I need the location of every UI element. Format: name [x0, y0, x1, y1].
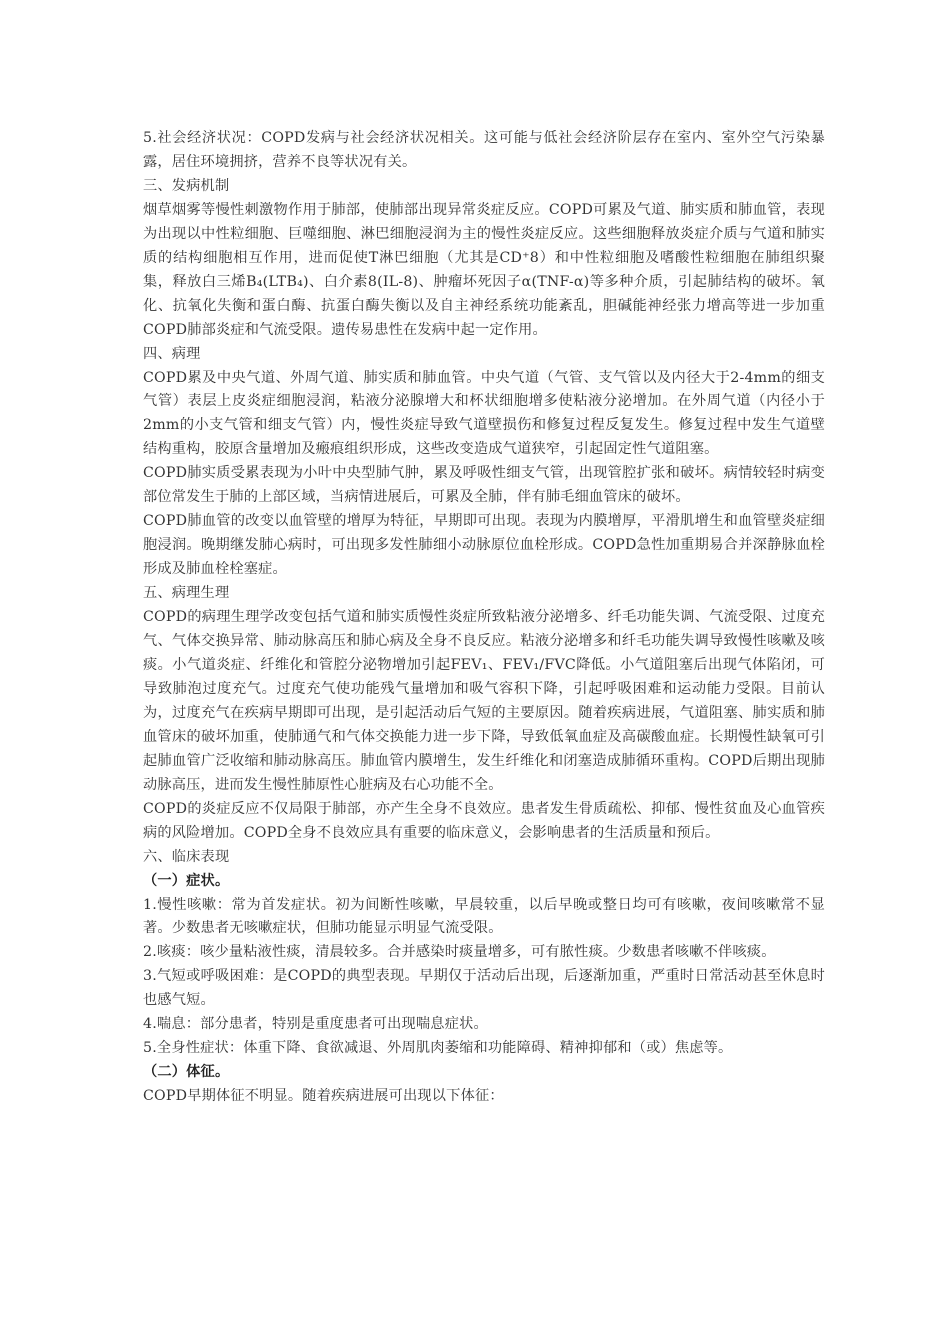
paragraph-pathophysiology: COPD的病理生理学改变包括气道和肺实质慢性炎症所致粘液分泌增多、纤毛功能失调、气流受限、过度充气、气体交换异常、肺动脉高压和肺心病及全身不良反应。粘液分泌增多和纤毛功能失调导致慢性咳嗽及咳痰。小气道炎症、纤维化和管腔分泌物增加引起FEV₁、FEV₁/FVC降低。小气道阻塞后出现气体陷闭，可导致肺泡过度充气。过度充气使功能残气量增加和吸气容积下降，引起呼吸困难和运动能力受限。目前认为，过度充气在疾病早期即可出现，是引起活动后气短的主要原因。随着疾病进展，气道阻塞、肺实质和肺血管床的破坏加重，使肺通气和气体交换能力进一步下降，导致低氧血症及高碳酸血症。长期慢性缺氧可引起肺血管广泛收缩和肺动脉高压。肺血管内膜增生，发生纤维化和闭塞造成肺循环重构。COPD后期出现肺动脉高压，进而发生慢性肺原性心脏病及右心功能不全。: [143, 609, 825, 793]
list-item-systemic-symptoms: 5.全身性症状：体重下降、食欲减退、外周肌肉萎缩和功能障碍、精神抑郁和（或）焦虑等。: [143, 1040, 733, 1057]
section-heading-pathology: 四、病理: [143, 345, 201, 362]
paragraph-pathology-airways: COPD累及中央气道、外周气道、肺实质和肺血管。中央气道（气管、支气管以及内径大于2-4mm的细支气管）表层上皮炎症细胞浸润，粘液分泌腺增大和杯状细胞增多使粘液分泌增加。在外周气道（内径小于2mm的小支气管和细支气管）内，慢性炎症导致气道壁损伤和修复过程反复发生。修复过程中发生气道壁结构重构，胶原含量增加及瘢痕组织形成，这些改变造成气道狭窄，引起固定性气道阻塞。: [143, 369, 825, 458]
document-body: [143, 127, 825, 1109]
subheading-symptoms: （一）症状。: [143, 872, 230, 889]
list-item-wheezing: 4.喘息：部分患者，特别是重度患者可出现喘息症状。: [143, 1016, 488, 1033]
list-item-cough: 1.慢性咳嗽：常为首发症状。初为间断性咳嗽，早晨较重，以后早晚或整日均可有咳嗽，夜间咳嗽常不显著。少数患者无咳嗽症状，但肺功能显示明显气流受限。: [143, 896, 825, 937]
section-heading-pathophysiology: 五、病理生理: [143, 585, 230, 602]
paragraph-socioeconomic: 5.社会经济状况：COPD发病与社会经济状况相关。这可能与低社会经济阶层存在室内、室外空气污染暴露，居住环境拥挤，营养不良等状况有关。: [143, 130, 825, 170]
section-heading-pathogenesis: 三、发病机制: [143, 177, 230, 194]
list-item-dyspnea: 3.气短或呼吸困难：是COPD的典型表现。早期仅于活动后出现，后逐渐加重，严重时日常活动甚至休息时也感气短。: [143, 968, 825, 1009]
subheading-signs: （二）体征。: [143, 1064, 230, 1081]
paragraph-systemic-effects: COPD的炎症反应不仅局限于肺部，亦产生全身不良效应。患者发生骨质疏松、抑郁、慢性贫血及心血管疾病的风险增加。COPD全身不良效应具有重要的临床意义，会影响患者的生活质量和预后。: [143, 800, 825, 841]
paragraph-pathogenesis: 烟草烟雾等慢性刺激物作用于肺部，使肺部出现异常炎症反应。COPD可累及气道、肺实质和肺血管，表现为出现以中性粒细胞、巨噬细胞、淋巴细胞浸润为主的慢性炎症反应。这些细胞释放炎症介质与气道和肺实质的结构细胞相互作用，进而促使T淋巴细胞（尤其是CD⁺8）和中性粒细胞及嗜酸性粒细胞在肺组织聚集，释放白三烯B₄(LTB₄)、白介素8(IL-8)、肿瘤坏死因子α(TNF-α)等多种介质，引起肺结构的破坏。氧化、抗氧化失衡和蛋白酶、抗蛋白酶失衡以及自主神经系统功能紊乱，胆碱能神经张力增高等进一步加重COPD肺部炎症和气流受限。遗传易患性在发病中起一定作用。: [143, 201, 825, 338]
paragraph-pathology-parenchyma: COPD肺实质受累表现为小叶中央型肺气肿，累及呼吸性细支气管，出现管腔扩张和破坏。病情较轻时病变部位常发生于肺的上部区域，当病情进展后，可累及全肺，伴有肺毛细血管床的破坏。: [143, 465, 825, 506]
paragraph-pathology-vessels: COPD肺血管的改变以血管壁的增厚为特征，早期即可出现。表现为内膜增厚，平滑肌增生和血管壁炎症细胞浸润。晚期继发肺心病时，可出现多发性肺细小动脉原位血栓形成。COPD急性加重期易合并深静脉血栓形成及肺血栓栓塞症。: [143, 513, 825, 578]
paragraph-signs: COPD早期体征不明显。随着疾病进展可出现以下体征：: [143, 1088, 504, 1105]
list-item-sputum: 2.咳痰：咳少量粘液性痰，清晨较多。合并感染时痰量增多，可有脓性痰。少数患者咳嗽不伴咳痰。: [143, 944, 776, 961]
section-heading-clinical: 六、临床表现: [143, 848, 230, 865]
